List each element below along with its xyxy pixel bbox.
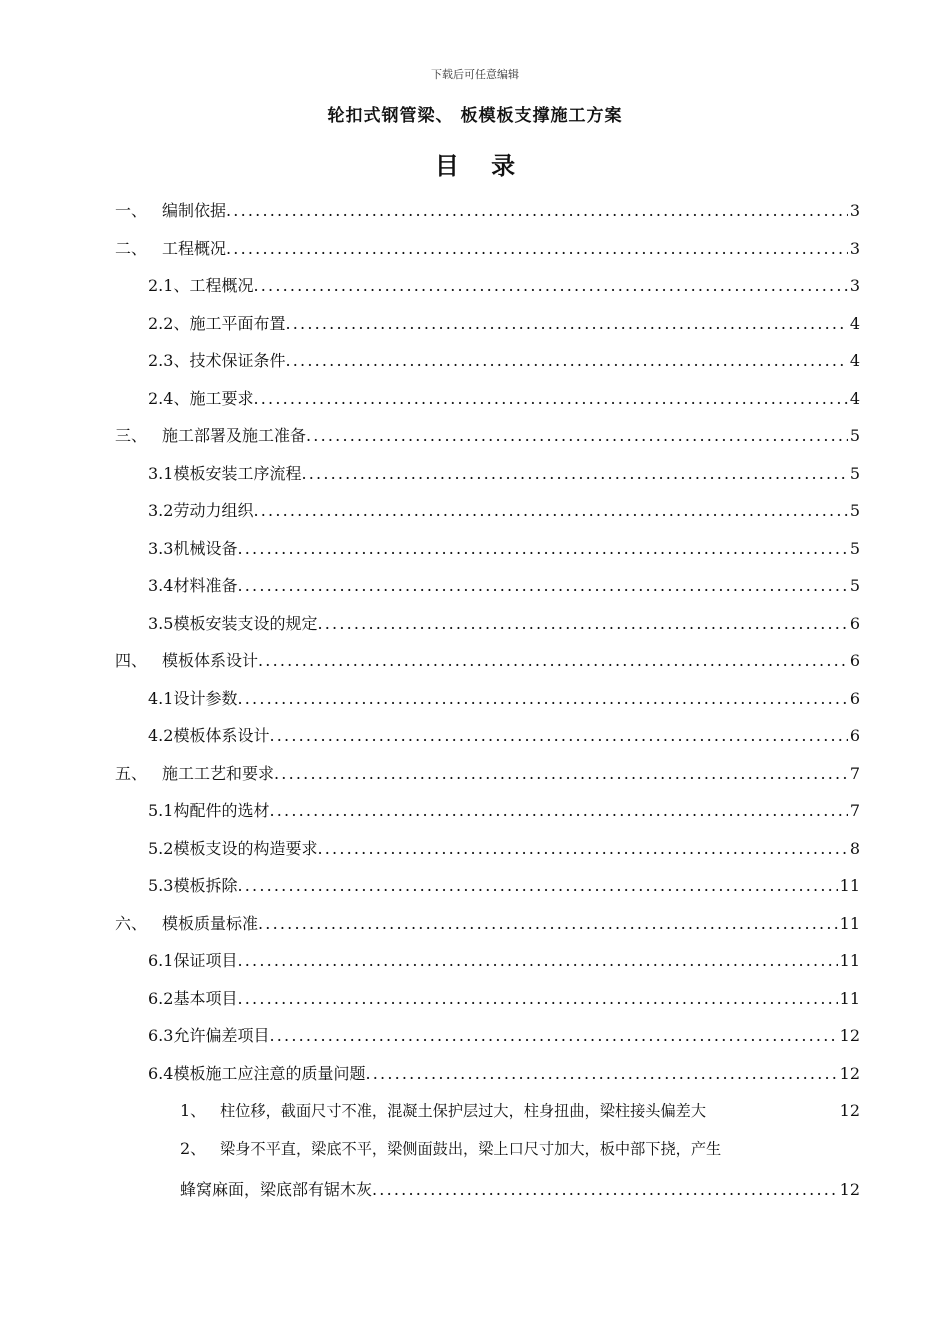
toc-entry[interactable] xyxy=(148,985,860,1013)
toc-entry[interactable] xyxy=(115,760,860,788)
toc-entry-label: 施工要求 xyxy=(189,388,254,408)
toc-entry-number: 5.1 xyxy=(148,801,174,820)
toc-entry-number: 一、 xyxy=(115,201,148,220)
toc-leader-dots xyxy=(317,610,847,638)
toc-entry-label: 编制依据 xyxy=(162,201,227,220)
toc-entry[interactable] xyxy=(115,235,860,263)
toc-entry-number: 6.2 xyxy=(148,988,174,1008)
toc-leader-dots xyxy=(237,535,847,563)
toc-entry[interactable] xyxy=(148,947,860,975)
toc-entry-page: 4 xyxy=(849,313,860,333)
toc-entry-number: 4.2 xyxy=(148,726,174,745)
toc-leader-dots xyxy=(237,947,837,975)
toc-leader-dots xyxy=(365,1060,837,1088)
toc-entry-page: 12 xyxy=(839,1180,860,1199)
toc-entry-label: 基本项目 xyxy=(173,988,238,1008)
toc-entry-page: 11 xyxy=(839,876,860,895)
toc-entry-number: 3.3 xyxy=(148,538,174,558)
toc-entry[interactable] xyxy=(148,572,860,600)
toc-entry[interactable] xyxy=(148,385,860,413)
toc-entry-page: 12 xyxy=(839,1101,860,1120)
toc-entry-page: 3 xyxy=(849,238,860,258)
toc-leader-dots xyxy=(237,872,837,900)
toc-leader-dots xyxy=(285,347,847,375)
toc-entry-page: 7 xyxy=(849,763,860,783)
toc-entry-page: 3 xyxy=(849,276,860,295)
toc-entry-number: 6.3 xyxy=(148,1026,174,1045)
toc-entry[interactable] xyxy=(115,197,860,225)
toc-entry[interactable] xyxy=(148,872,860,900)
toc-entry-number: 3.5 xyxy=(148,613,174,633)
toc-leader-dots xyxy=(317,835,847,863)
toc-entry-number: 4.1 xyxy=(148,688,174,708)
toc-entry-page: 4 xyxy=(849,351,860,370)
toc-entry-page: 8 xyxy=(849,838,860,858)
toc-entry-continued[interactable] xyxy=(180,1176,860,1204)
toc-entry[interactable] xyxy=(148,497,860,525)
toc-entry-label: 劳动力组织 xyxy=(173,501,254,520)
toc-leader-dots xyxy=(372,1176,838,1204)
toc-entry-label: 梁身不平直，梁底不平，梁侧面鼓出，梁上口尺寸加大，板中部下挠，产生 xyxy=(220,1139,722,1158)
toc-entry-label: 允许偏差项目 xyxy=(173,1026,270,1045)
toc-entry-page: 6 xyxy=(849,613,860,633)
toc-entry-label: 构配件的选材 xyxy=(173,801,270,820)
toc-entry-page: 11 xyxy=(839,951,860,970)
toc-entry-number: 2、 xyxy=(180,1138,207,1158)
toc-entry-label: 工程概况 xyxy=(162,238,227,258)
toc-entry[interactable] xyxy=(115,647,860,675)
toc-entry-page: 6 xyxy=(849,726,860,745)
toc-entry[interactable] xyxy=(115,422,860,450)
toc-heading: 目 录 xyxy=(434,151,528,180)
toc-entry-page: 7 xyxy=(849,801,860,820)
toc-entry-page: 5 xyxy=(849,426,860,445)
toc-entry-number: 2.2、 xyxy=(148,313,190,333)
toc-entry-label: 保证项目 xyxy=(173,951,238,970)
toc-entry-page: 6 xyxy=(849,651,860,670)
toc-leader-dots xyxy=(253,385,847,413)
toc-entry-label: 模板施工应注意的质量问题 xyxy=(173,1063,366,1083)
toc-leader-dots xyxy=(269,797,847,825)
toc-leader-dots xyxy=(226,235,848,263)
toc-entry-number: 6.4 xyxy=(148,1063,174,1083)
toc-entry[interactable] xyxy=(148,835,860,863)
toc-entry[interactable] xyxy=(148,1022,860,1050)
toc-entry-number: 3.4 xyxy=(148,576,174,595)
toc-entry-page: 6 xyxy=(849,688,860,708)
toc-entry-label: 设计参数 xyxy=(173,688,238,708)
toc-entry-label: 施工平面布置 xyxy=(189,313,286,333)
toc-entry-label: 技术保证条件 xyxy=(189,351,286,370)
toc-entry-number: 六、 xyxy=(115,913,148,933)
toc-leader-dots xyxy=(253,497,847,525)
toc-leader-dots xyxy=(237,685,847,713)
toc-entry-number: 3.1 xyxy=(148,463,174,483)
toc-entry[interactable] xyxy=(148,460,860,488)
toc-entry-label: 施工部署及施工准备 xyxy=(162,426,307,445)
toc-leader-dots xyxy=(274,760,848,788)
toc-entry-number: 5.2 xyxy=(148,838,174,858)
toc-entry[interactable] xyxy=(148,797,860,825)
toc-entry-page: 5 xyxy=(849,576,860,595)
toc-entry-number: 3.2 xyxy=(148,501,174,520)
toc-entry-number: 2.4、 xyxy=(148,388,190,408)
toc-entry-label: 模板质量标准 xyxy=(162,913,259,933)
toc-entry[interactable] xyxy=(148,272,860,300)
toc-entry-page: 11 xyxy=(839,988,860,1008)
toc-entry-number: 四、 xyxy=(115,651,148,670)
toc-entry-label: 机械设备 xyxy=(173,538,238,558)
toc-entry-label: 模板体系设计 xyxy=(162,651,259,670)
toc-entry[interactable] xyxy=(148,722,860,750)
toc-entry-number: 6.1 xyxy=(148,951,174,970)
toc-entry-number: 5.3 xyxy=(148,876,174,895)
toc-entry-label: 工程概况 xyxy=(189,276,254,295)
toc-entry-label: 施工工艺和要求 xyxy=(162,763,275,783)
toc-entry-page: 4 xyxy=(849,388,860,408)
toc-leader-dots xyxy=(258,647,848,675)
toc-entry-number: 1、 xyxy=(180,1101,207,1120)
toc-leader-dots xyxy=(253,272,847,300)
toc-entry-label: 材料准备 xyxy=(173,576,238,595)
toc-entry-page: 5 xyxy=(849,501,860,520)
document-title: 轮扣式钢管梁、 板模板支撑施工方案 xyxy=(327,106,623,126)
toc-entry[interactable] xyxy=(180,1097,860,1125)
toc-entry-number: 2.1、 xyxy=(148,276,190,295)
toc-leader-dots xyxy=(237,985,837,1013)
toc-entry[interactable] xyxy=(148,1060,860,1088)
toc-leader-dots xyxy=(269,1022,837,1050)
toc-entry-label: 模板体系设计 xyxy=(173,726,270,745)
toc-entry-label: 模板安装支设的规定 xyxy=(173,613,318,633)
toc-entry-number: 二、 xyxy=(115,238,148,258)
toc-leader-dots xyxy=(226,197,848,225)
toc-entry-number: 三、 xyxy=(115,426,148,445)
toc-leader-dots xyxy=(237,572,847,600)
toc-leader-dots xyxy=(306,422,848,450)
toc-entry-label: 模板拆除 xyxy=(173,876,238,895)
toc-entry-page: 12 xyxy=(839,1063,860,1083)
toc-entry-number: 五、 xyxy=(115,763,148,783)
toc-entry-label: 柱位移，截面尺寸不准，混凝土保护层过大，柱身扭曲，梁柱接头偏差大 xyxy=(220,1102,706,1120)
toc-entry-label: 模板安装工序流程 xyxy=(173,463,302,483)
header-note: 下载后可任意编辑 xyxy=(431,68,519,81)
toc-leader-dots xyxy=(258,910,838,938)
toc-entry[interactable] xyxy=(148,535,860,563)
toc-entry-page: 12 xyxy=(839,1026,860,1045)
toc-entry[interactable] xyxy=(148,347,860,375)
toc-leader-dots xyxy=(269,722,847,750)
toc-entry-page: 5 xyxy=(849,463,860,483)
toc-entry-page: 3 xyxy=(849,201,860,220)
toc-leader-dots xyxy=(301,460,847,488)
toc-entry-number: 2.3、 xyxy=(148,351,190,370)
toc-entry[interactable] xyxy=(180,1135,860,1163)
toc-entry[interactable] xyxy=(148,610,860,638)
toc-entry-page: 11 xyxy=(839,913,860,933)
toc-entry-label: 模板支设的构造要求 xyxy=(173,838,318,858)
toc-leader-dots xyxy=(285,310,847,338)
toc-entry[interactable] xyxy=(148,685,860,713)
toc-entry[interactable] xyxy=(148,310,860,338)
toc-entry-label: 蜂窝麻面，梁底部有锯木灰 xyxy=(180,1180,373,1199)
toc-entry-page: 5 xyxy=(849,538,860,558)
toc-entry[interactable] xyxy=(115,910,860,938)
